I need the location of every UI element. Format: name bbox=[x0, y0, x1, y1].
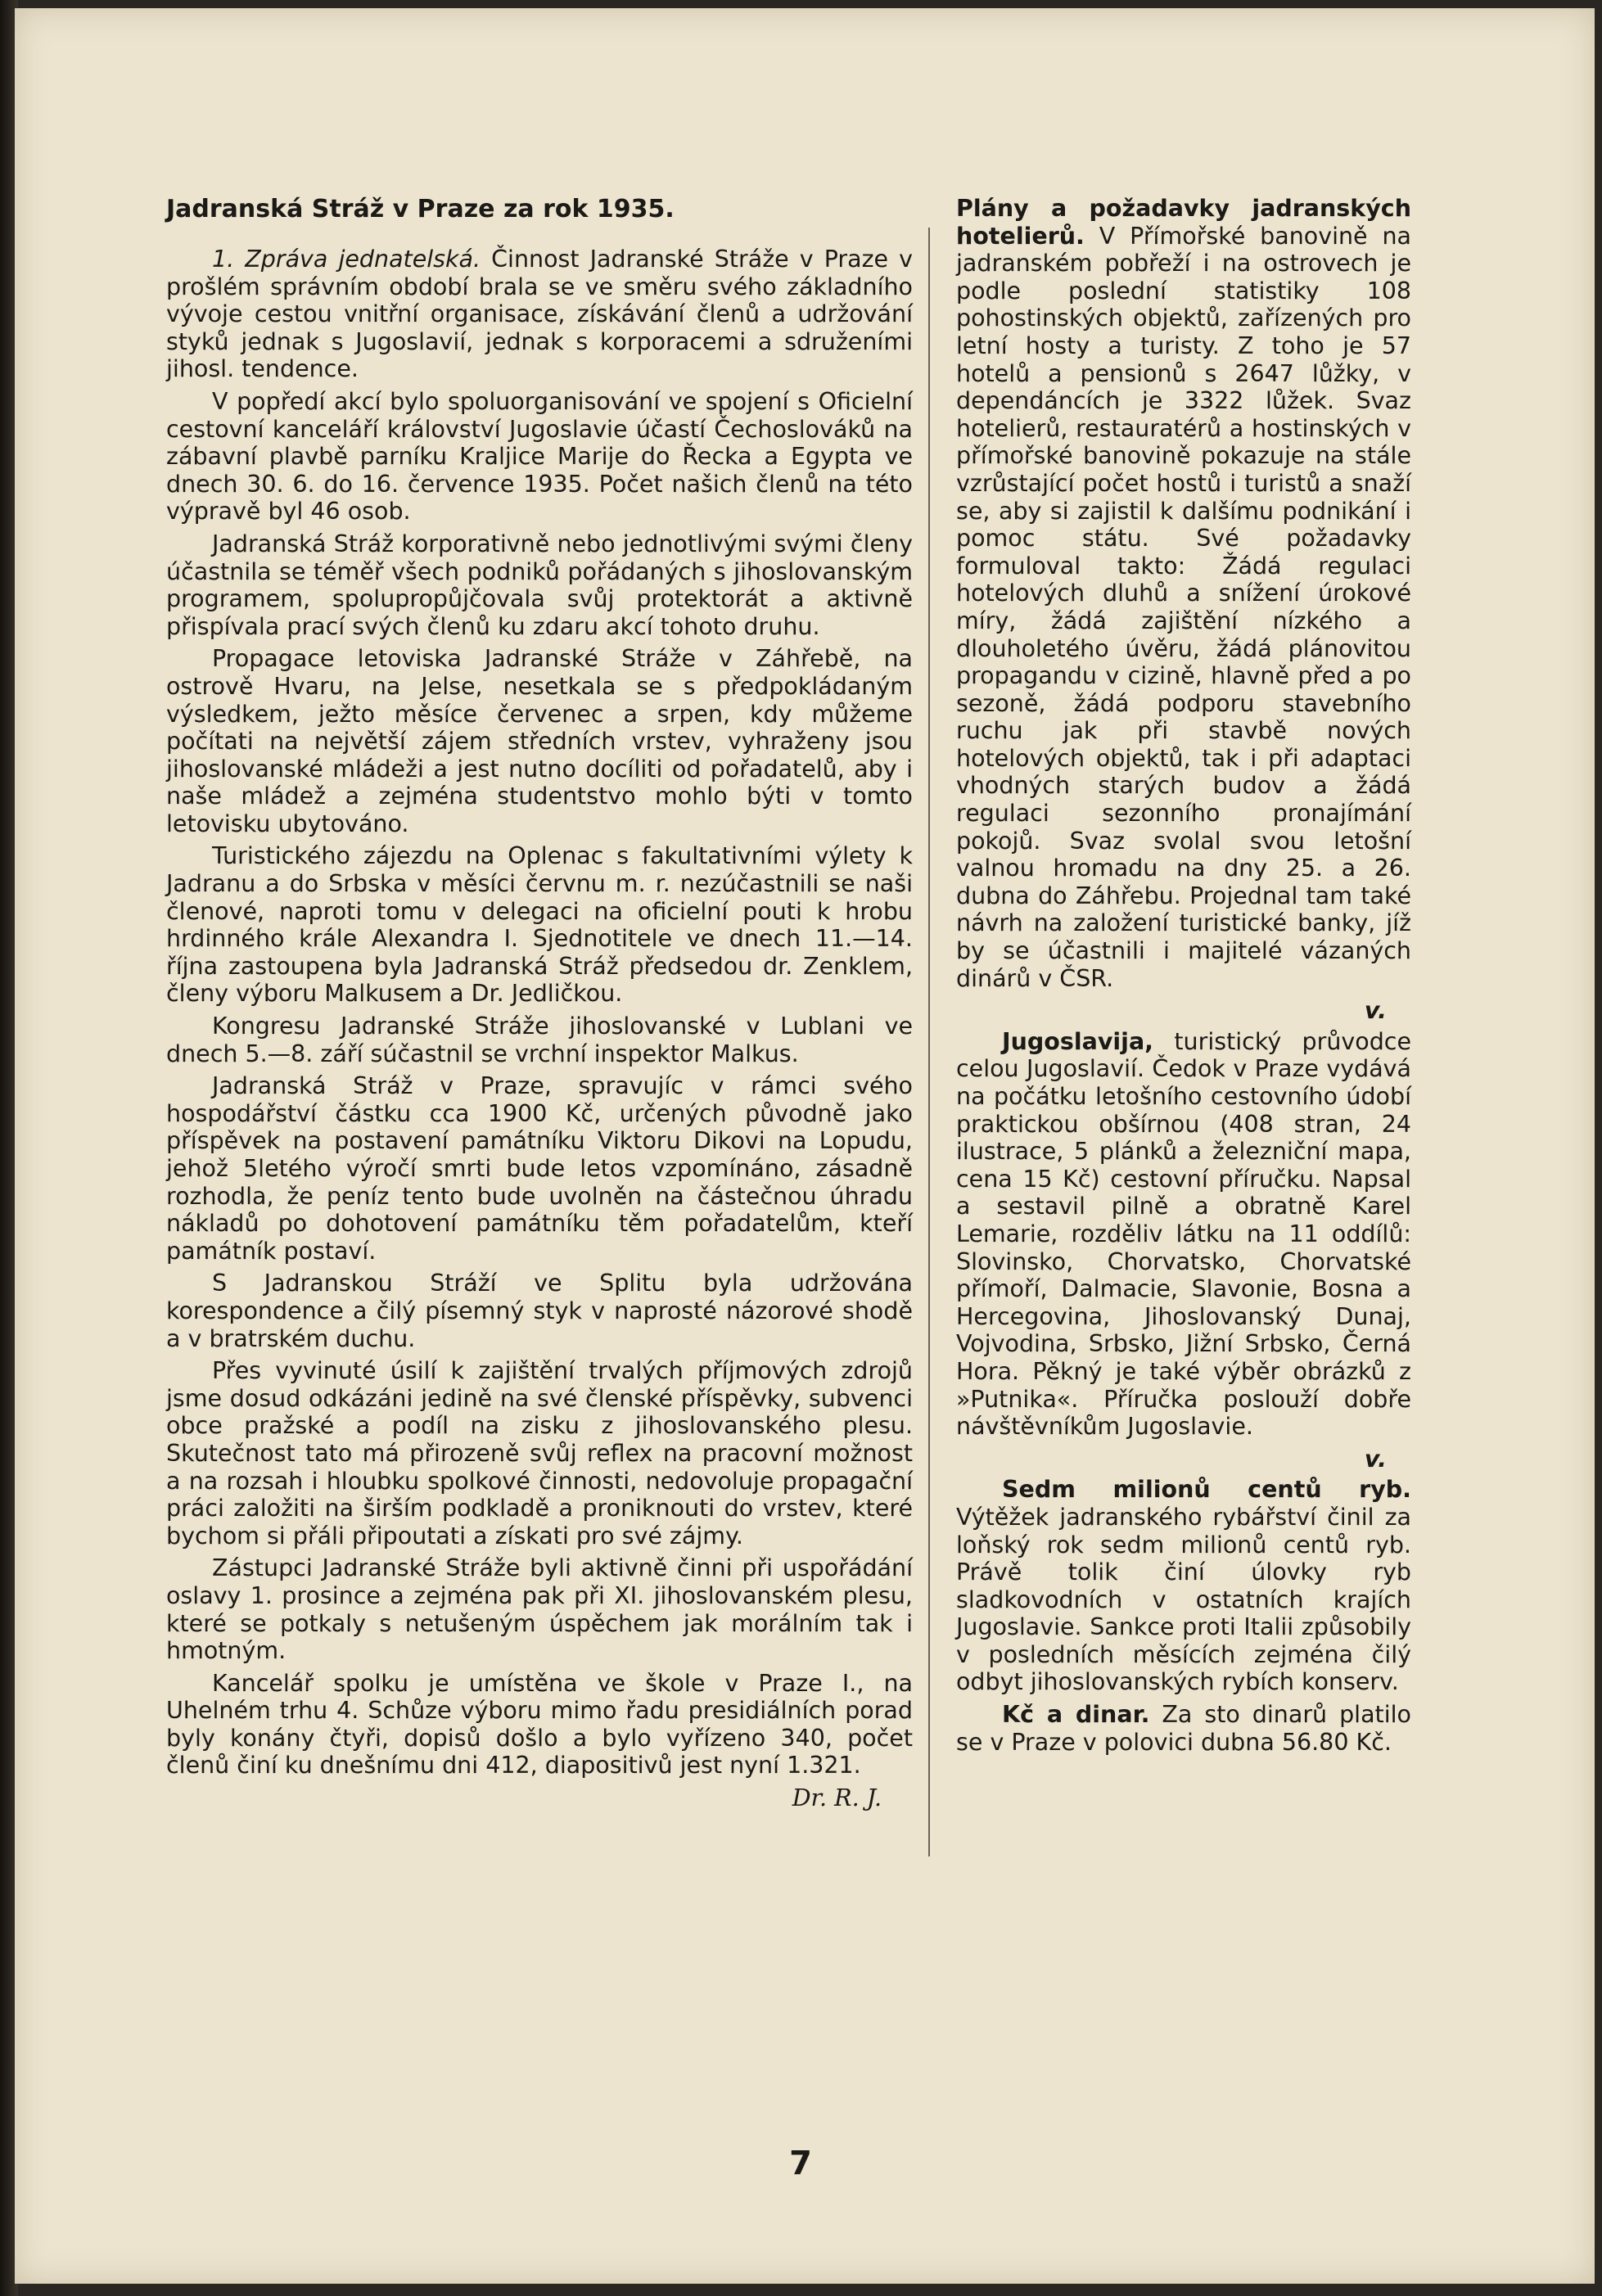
paragraph bbox=[166, 246, 913, 383]
news-heading: Jugoslavija, bbox=[1002, 1027, 1154, 1055]
news-body: Výtěžek jadranského rybářství činil za loňský rok sedm milionů centů ryb. Právě tolik činí úlovky ryb sladkovodních v ostatních krajích Jugoslavie. Sankce proti Italii způsobily v posledních měsících zejména čilý odbyt jihoslovanských rybích konserv. bbox=[956, 1503, 1411, 1696]
paragraph: Jadranská Stráž korporativně nebo jednotlivými svými členy účastnila se téměř všech podniků pořádaných s jihoslovanským programem, spolupropůjčovala svůj protektorát a aktivně přispívala prací svých členů ku zdaru akcí tohoto druhu. bbox=[166, 530, 913, 640]
signature: Dr. R. J. bbox=[792, 1784, 882, 1812]
news-item bbox=[956, 195, 1411, 992]
news-heading: Sedm milionů centů ryb. bbox=[1002, 1476, 1411, 1504]
paragraph-text: Činnost Jadranské Stráže v Praze v prošlém správním období brala se ve směru svého základního vývoje cestou vnitřní organisace, získávání členů a udržování styků jednak s Jugoslavií, jednak s korporacemi a sdruženími jihosl. tendence. bbox=[166, 246, 914, 383]
paragraph: Kongresu Jadranské Stráže jihoslovanské v Lublani ve dnech 5.—8. září súčastnil se vrchní inspektor Malkus. bbox=[166, 1013, 913, 1067]
page-number: 7 bbox=[789, 2145, 812, 2182]
news-body: V Přímořské banovině na jadranském pobřeží i na ostrovech je podle poslední statistiky 108 pohostinských objektů, zařízených pro letní hosty a turisty. Z toho je 57 hotelů a pensionů s 2647 lůžky, v dependáncích je 3322 lůžek. Svaz hotelierů, restauratérů a hostinských v přímořské banovině pokazuje na stále vzrůstající počet hostů i turistů a snaží se, aby si zajistil k dalšímu podnikání i pomoc státu. Své požadavky formuloval takto: Žádá regulaci hotelových dluhů a snížení úrokové míry, žádá zajištění nízkého a dlouholetého úvěru, žádá plánovitou propagandu v cizině, hlavně před a po sezoně, žádá podporu stavebního ruchu jak při stavbě nových hotelových objektů, tak i při adaptaci vhodných starých budov a žádá regulaci sezonního pronajímání pokojů. Svaz svolal svou letošní valnou hromadu na dny 25. a 26. dubna do Záhřebu. Projednal tam také návrh na založení turistické banky, jíž by se účastnili i majitelé vázaných dinárů v ČSR. bbox=[956, 222, 1411, 992]
news-item bbox=[956, 1476, 1411, 1696]
paragraph: Propagace letoviska Jadranské Stráže v Záhřebě, na ostrově Hvaru, na Jelse, nesetkala se s předpokládaným výsledkem, ježto měsíce červenec a srpen, kdy můžeme počítati na největší zájem středních vrstev, vyhraženy jsou jihoslovanské mládeži a jest nutno docíliti od pořadatelů, aby i naše mládež a zejména studentstvo mohlo býti v tomto letovisku ubytováno. bbox=[166, 645, 913, 837]
document-page bbox=[15, 8, 1595, 2284]
right-column bbox=[956, 195, 1411, 1761]
paragraph: S Jadranskou Stráží ve Splitu byla udržována korespondence a čilý písemný styk v naprosté názorové shodě a v bratrském duchu. bbox=[166, 1270, 913, 1352]
author-initial: v. bbox=[1364, 997, 1387, 1025]
paragraph: Jadranská Stráž v Praze, spravujíc v rámci svého hospodářství částku cca 1900 Kč, určených původně jako příspěvek na postavení památníku Viktoru Dikovi na Lopudu, jehož 5letého výročí smrti bude letos vzpomínáno, zásadně rozhodla, že peníz tento bude uvolněn na částečnou úhradu nákladů po dohotovení památníku těm pořadatelům, kteří památník postaví. bbox=[166, 1072, 913, 1265]
news-item bbox=[956, 1701, 1411, 1756]
author-initial: v. bbox=[1364, 1445, 1387, 1473]
paragraph: Zástupci Jadranské Stráže byli aktivně činni při uspořádání oslavy 1. prosince a zejména pak při XI. jihoslovanském plesu, které se potkaly s netušeným úspěchem jak morálním tak i hmotným. bbox=[166, 1554, 913, 1665]
news-body: turistický průvodce celou Jugoslavií. Čedok v Praze vydává na počátku letošního cestovního údobí praktickou obšírnou (408 stran, 24 ilustrace, 5 plánků a železniční mapa, cena 15 Kč) cestovní příručku. Napsal a sestavil pilně a obratně Karel Lemarie, rozděliv látku na 11 oddílů: Slovinsko, Chorvatsko, Chorvatské přímoří, Dalmacie, Slavonie, Bosna a Hercegovina, Jihoslovanský Dunaj, Vojvodina, Srbsko, Jižní Srbsko, Černá Hora. Pěkný je také výběr obrázků z »Putnika«. Příručka poslouží dobře návštěvníkům Jugoslavie. bbox=[956, 1027, 1411, 1441]
news-heading: Plány a požadavky jadranských hotelierů. bbox=[956, 195, 1411, 250]
paragraph: V popředí akcí bylo spoluorganisování ve spojení s Oficielní cestovní kanceláří království Jugoslavie účastí Čechoslováků na zábavní plavbě parníku Kraljice Marije do Řecka a Egypta ve dnech 30. 6. do 16. července 1935. Počet našich členů na této výpravě byl 46 osob. bbox=[166, 387, 913, 526]
paragraph: Turistického zájezdu na Oplenac s fakultativními výlety k Jadranu a do Srbska v měsíci červnu m. r. nezúčastnili se naši členové, naproti tomu v delegaci na oficielní pouti k hrobu hrdinného krále Alexandra I. Sjednotitele ve dnech 11.—14. října zastoupena byla Jadranská Stráž předsedou dr. Zenklem, členy výboru Malkusem a Dr. Jedličkou. bbox=[166, 842, 913, 1008]
left-column bbox=[166, 195, 913, 1817]
news-item bbox=[956, 1028, 1411, 1441]
article-title: Jadranská Stráž v Praze za rok 1935. bbox=[166, 195, 675, 223]
signature-line bbox=[166, 1784, 913, 1812]
paragraph: Přes vyvinuté úsilí k zajištění trvalých příjmových zdrojů jsme dosud odkázáni jedině na své členské příspěvky, subvenci obce pražské a podíl na zisku z jihoslovanského plesu. Skutečnost tato má přirozeně svůj reflex na pracovní možnost a na rozsah i hloubku spolkové činnosti, nedovoluje propagační práci založiti na širším podkladě a proniknouti do vrstev, které bychom si přáli připoutati a získati pro své zájmy. bbox=[166, 1357, 913, 1549]
paragraph: Kancelář spolku je umístěna ve škole v Praze I., na Uhelném trhu 4. Schůze výboru mimo řadu presidiálních porad byly konány čtyři, dopisů došlo a bylo vyřízeno 340, počet členů činí ku dnešnímu dni 412, diapositivů jest nyní 1.321. bbox=[166, 1669, 913, 1780]
news-heading: Kč a dinar. bbox=[1002, 1701, 1150, 1729]
news-body: Za sto dinarů platilo se v Praze v polovici dubna 56.80 Kč. bbox=[956, 1701, 1411, 1756]
column-divider bbox=[928, 228, 930, 1856]
report-label: 1. Zpráva jednatelská. bbox=[212, 246, 481, 273]
